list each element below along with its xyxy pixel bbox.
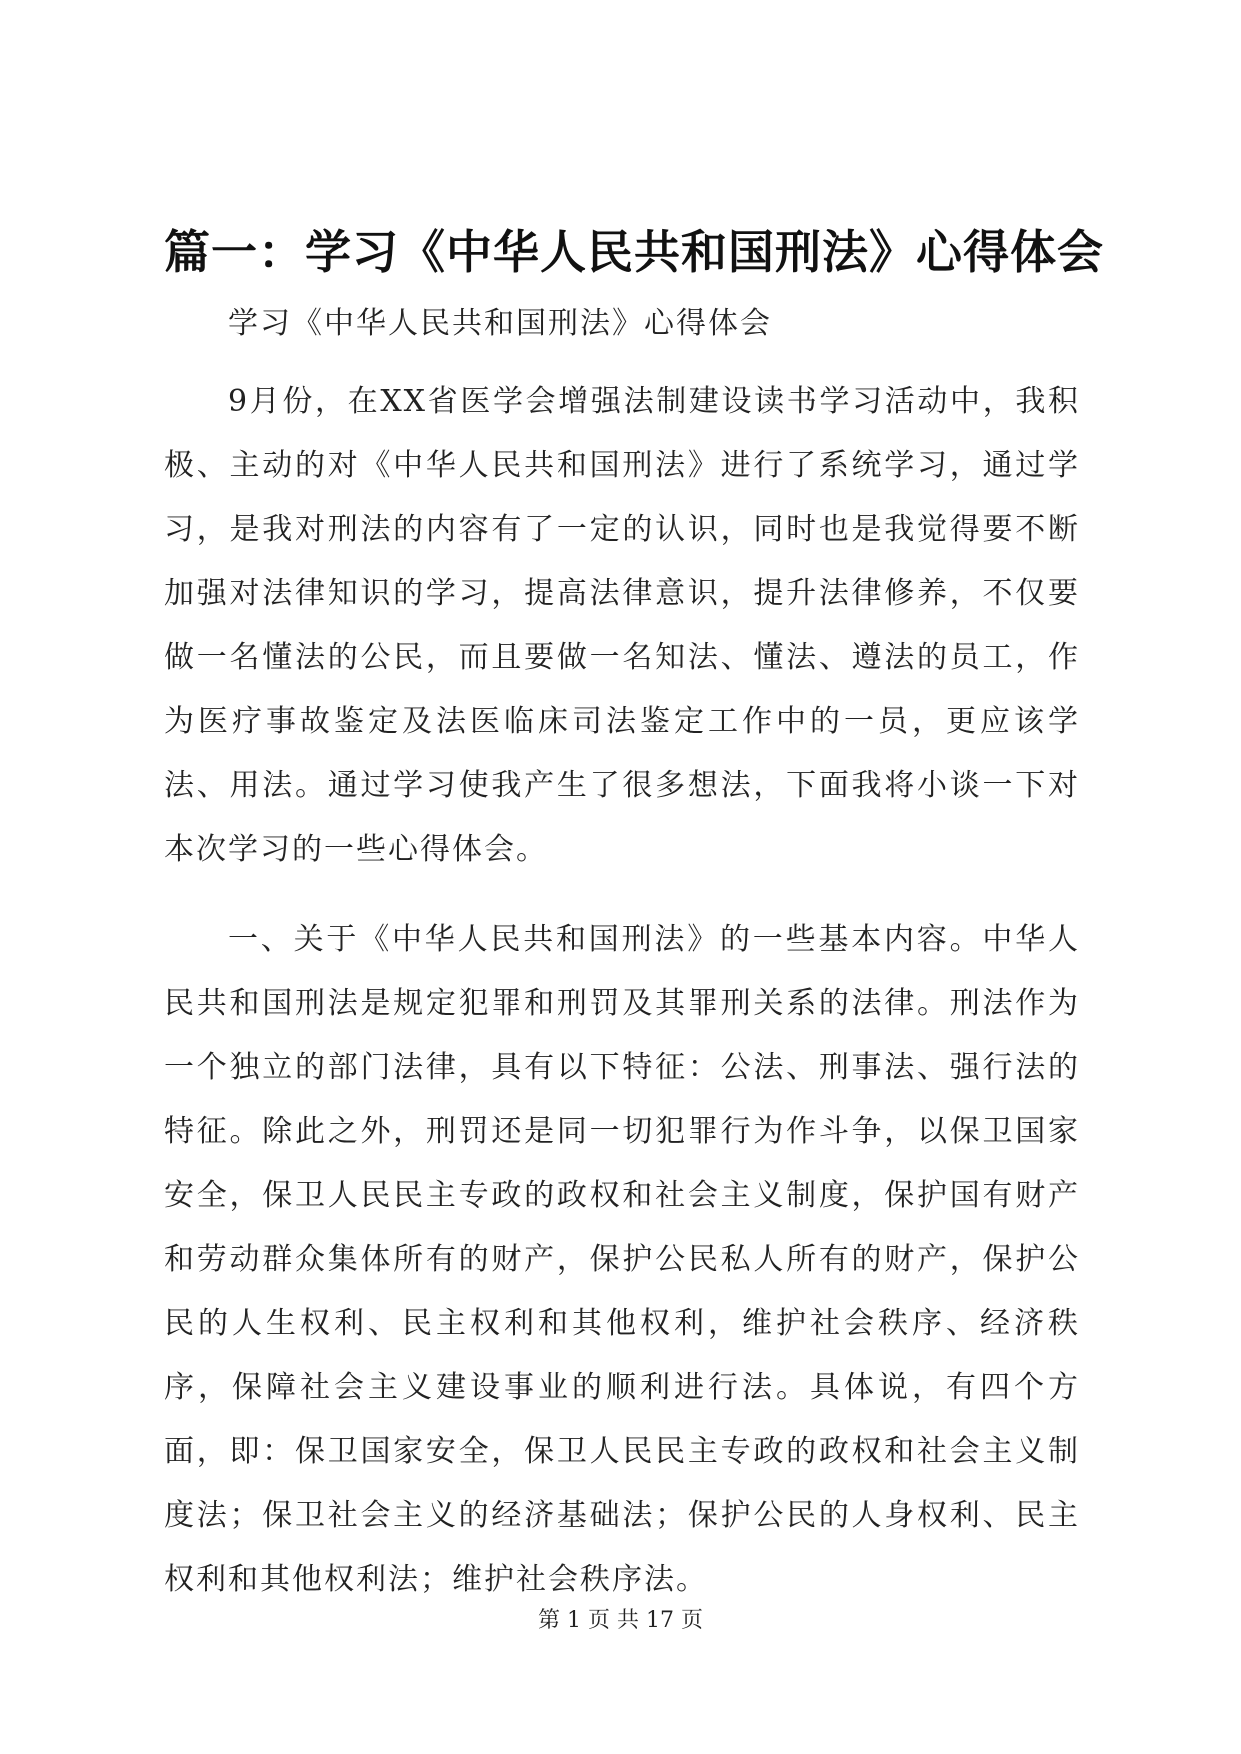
document-body — [164, 292, 1080, 1638]
page-title: 篇一：学习《中华人民共和国刑法》心得体会 — [164, 225, 1104, 279]
paragraph-introduction: 9月份，在XX省医学会增强法制建设读书学习活动中，我积极、主动的对《中华人民共和国刑法》进行了系统学习，通过学习，是我对刑法的内容有了一定的认识，同时也是我觉得要不断加强对法律知识的学习，提高法律意识，提升法律修养，不仅要做一名懂法的公民，而且要做一名知法、懂法、遵法的员工，作为医疗事故鉴定及法医临床司法鉴定工作中的一员，更应该学法、用法。通过学习使我产生了很多想法，下面我将小谈一下对本次学习的一些心得体会。 — [164, 384, 1080, 867]
page-number-footer: 第 1 页 共 17 页 — [538, 1608, 703, 1633]
paragraph-basic-content: 一、关于《中华人民共和国刑法》的一些基本内容。中华人民共和国刑法是规定犯罪和刑罚及其罪刑关系的法律。刑法作为一个独立的部门法律，具有以下特征：公法、刑事法、强行法的特征。除此之外，刑罚还是同一切犯罪行为作斗争，以保卫国家安全，保卫人民民主专政的政权和社会主义制度，保护国有财产和劳动群众集体所有的财产，保护公民私人所有的财产，保护公民的人生权利、民主权利和其他权利，维护社会秩序、经济秩序，保障社会主义建设事业的顺利进行法。具体说，有四个方面，即：保卫国家安全，保卫人民民主专政的政权和社会主义制度法；保卫社会主义的经济基础法；保护公民的人身权利、民主权利和其他权利法；维护社会秩序法。 — [164, 922, 1080, 1597]
document-subtitle: 学习《中华人民共和国刑法》心得体会 — [228, 306, 772, 341]
